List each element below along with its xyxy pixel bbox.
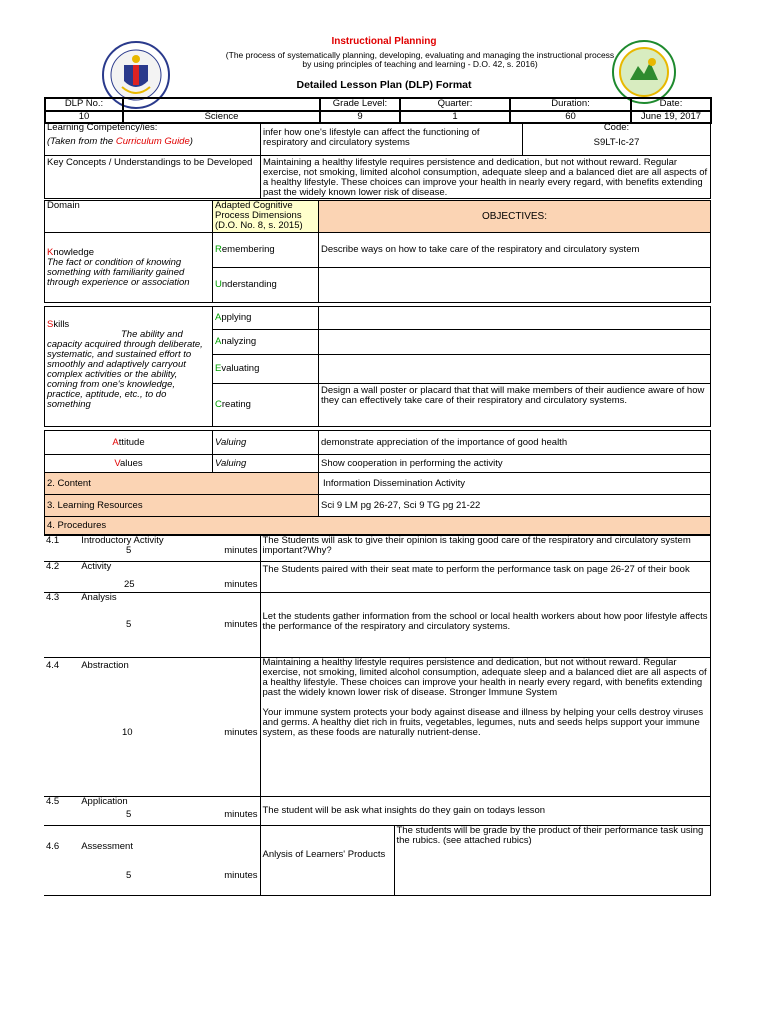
procedure-name-cell: 4.2 Activity 25 minutes: [44, 562, 260, 593]
creating-level: Creating: [213, 384, 319, 427]
procedures-label: 4. Procedures: [45, 517, 711, 535]
creating-objective: Design a wall poster or placard that that will make members of their audience aware of how they can effectively take care of their respiratory and circulatory systems.: [319, 384, 711, 427]
procedure-text: Maintaining a healthy lifestyle requires persistence and dedication, but not without reward. Regular exercise, not smoking, limited alcohol consumption, adequate sleep and a balanced diet are all aspects of a healthy lifestyle. These choices can improve your health in nearly every regard, with benefits extending past the widely known lower risk of disease. Stronger Immune System Your immune system protects your body against disease and illness by helping your cells destroy viruses and germs. A healthy diet rich in fruits, vegetables, legumes, nuts and seeds helps support your immune system, as these foods are naturally nutrient-dense.: [260, 658, 710, 797]
quarter-value: 1: [400, 111, 510, 123]
procedure-text: The Students paired with their seat mate to perform the performance task on page 26-27 of their book: [260, 562, 710, 593]
curriculum-guide-link: Curriculum Guide: [115, 136, 190, 147]
assessment-method: Anlysis of Learners' Products: [260, 826, 394, 896]
procedure-text: Let the students gather information from the school or local health workers about how poor lifestyle affects the performance of the respiratory and circulatory systems.: [260, 593, 710, 658]
skills-table: [44, 306, 711, 427]
date-value: June 19, 2017: [631, 111, 711, 123]
content-label: 2. Content: [45, 473, 319, 495]
duration-label: Duration:: [510, 98, 631, 111]
applying-objective: [319, 307, 711, 330]
procedure-name-cell: 4.6 Assessment 5 minutes: [44, 826, 260, 896]
date-label: Date:: [631, 98, 711, 111]
curriculum-guide-note: (Taken from the Curriculum Guide): [47, 136, 193, 147]
remembering-level: Remembering: [213, 233, 319, 268]
adapted-dimensions: Adapted Cognitive Process Dimensions (D.O. No. 8, s. 2015): [213, 201, 319, 233]
evaluating-level: Evaluating: [213, 355, 319, 384]
knowledge-cell: Knowledge The fact or condition of knowing something with familiarity gained through experience or association: [45, 233, 213, 303]
region-seal-icon: [612, 40, 676, 104]
skills-desc: The ability and capacity acquired through deliberate, systematic, and sustained effort to smoothly and adaptively carryout complex activities or the ability, coming from one's knowledge, practice, aptitude, etc., to do something: [47, 329, 203, 410]
meta-table: [44, 97, 712, 124]
applying-level: Applying: [213, 307, 319, 330]
duration-value: 60: [510, 111, 631, 123]
learning-area-label: [123, 98, 320, 111]
procedure-row: [44, 797, 710, 826]
attitude-table: [44, 430, 711, 535]
code-label: Code:: [603, 122, 630, 133]
skills-cell: Skills The ability and capacity acquired through deliberate, systematic, and sustained effort to smoothly and adaptively carryout complex activities or the ability, coming from one's knowledge, practice, aptitude, etc., to do something: [45, 307, 213, 427]
values-label: Values: [45, 455, 213, 473]
competency-label: Learning Competency/ies:: [47, 122, 158, 133]
knowledge-desc: The fact or condition of knowing something with familiarity gained through experience or association: [47, 256, 190, 288]
procedure-row: [44, 826, 710, 896]
procedure-row: [44, 562, 710, 593]
page-subtitle: (The process of systematically planning, developing, evaluating and managing the instructional process by using principles of teaching and learning - D.O. 42, s. 2016): [225, 50, 615, 69]
values-objective: Show cooperation in performing the activity: [319, 455, 711, 473]
dlp-no-value: 10: [45, 111, 123, 123]
remembering-objective: Describe ways on how to take care of the respiratory and circulatory system: [319, 233, 711, 268]
format-title: Detailed Lesson Plan (DLP) Format: [296, 79, 472, 91]
competency-table: [44, 122, 711, 199]
procedure-text: The student will be ask what insights do they gain on todays lesson: [260, 797, 710, 826]
procedure-row: [44, 593, 710, 658]
grade-value: 9: [320, 111, 400, 123]
key-concepts-text: Maintaining a healthy lifestyle requires persistence and dedication, but not without reward. Regular exercise, not smoking, limited alcohol consumption, adequate sleep and a balanced diet are all aspects of a healthy lifestyle. These choices can improve your health in nearly every regard, with benefits extending past the widely known lower risk of disease.: [261, 156, 711, 199]
analyzing-objective: [319, 330, 711, 355]
procedures-table: [44, 535, 711, 896]
domain-label: Domain: [45, 201, 213, 233]
code-value: S9LT-Ic-27: [593, 137, 640, 148]
code-cell: [523, 123, 711, 156]
knowledge-table: [44, 200, 711, 303]
procedure-name-cell: 4.1 Introductory Activity 5 minutes: [44, 536, 260, 562]
page-title: Instructional Planning: [331, 36, 437, 47]
procedure-row: [44, 658, 710, 797]
resources-label: 3. Learning Resources: [45, 495, 319, 517]
grade-label: Grade Level:: [320, 98, 400, 111]
procedure-name-cell: 4.5 Application 5 minutes: [44, 797, 260, 826]
resources-text: Sci 9 LM pg 26-27, Sci 9 TG pg 21-22: [319, 495, 711, 517]
quarter-label: Quarter:: [400, 98, 510, 111]
learning-area-value: Science: [123, 111, 320, 123]
procedure-name-cell: 4.4 Abstraction 10 minutes: [44, 658, 260, 797]
understanding-objective: [319, 268, 711, 303]
competency-text: infer how one's lifestyle can affect the functioning of respiratory and circulatory systems: [261, 123, 523, 156]
attitude-label: Attitude: [45, 431, 213, 455]
objectives-header: OBJECTIVES:: [319, 201, 711, 233]
attitude-objective: demonstrate appreciation of the importance of good health: [319, 431, 711, 455]
values-level: Valuing: [213, 455, 319, 473]
procedure-text: The students will be grade by the product of their performance task using the rubics. (see attached rubics): [394, 826, 710, 896]
procedure-text: The Students will ask to give their opinion is taking good care of the respiratory and circulatory system important?Why?: [260, 536, 710, 562]
dlp-no-label: DLP No.:: [45, 98, 123, 111]
key-concepts-label: Key Concepts / Understandings to be Developed: [45, 156, 261, 199]
analyzing-level: Analyzing: [213, 330, 319, 355]
competency-label-cell: [45, 123, 261, 156]
content-text: Information Dissemination Activity: [319, 473, 711, 495]
procedure-row: [44, 536, 710, 562]
understanding-level: Understanding: [213, 268, 319, 303]
attitude-level: Valuing: [213, 431, 319, 455]
evaluating-objective: [319, 355, 711, 384]
procedure-name-cell: 4.3 Analysis 5 minutes: [44, 593, 260, 658]
